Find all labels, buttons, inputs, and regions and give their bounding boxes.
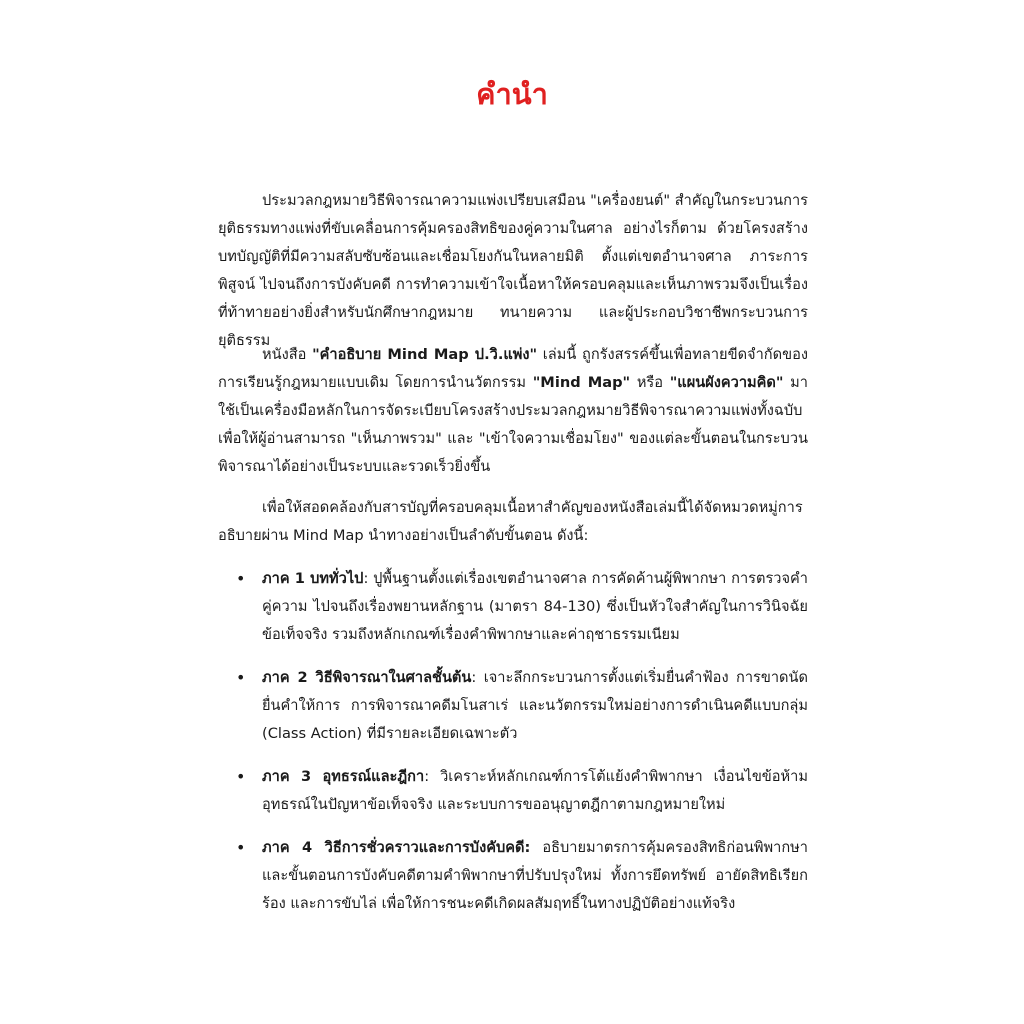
part-heading: ภาค 1 บททั่วไป bbox=[262, 570, 364, 587]
part-description: : ปูพื้นฐานตั้งแต่เรื่องเขตอำนาจศาล การคัดค้านผู้พิพากษา การตรวจคำคู่ความ ไปจนถึงเรื่องพยานหลักฐาน (มาตรา 84-130) ซึ่งเป็นหัวใจสำคัญในการวินิจฉัยข้อเท็จจริง รวมถึงหลักเกณฑ์เรื่องคำพิพากษาและค่าฤชาธรรมเนียม bbox=[262, 570, 808, 643]
part-heading: ภาค 3 อุทธรณ์และฎีกา bbox=[262, 768, 425, 785]
bullet-icon: • bbox=[236, 569, 246, 588]
structure-intro-paragraph bbox=[218, 494, 808, 550]
part-description: : เจาะลึกกระบวนการตั้งแต่เริ่มยื่นคำฟ้อง การขาดนัดยื่นคำให้การ การพิจารณาคดีมโนสาเร่ และนวัตกรรมใหม่อย่างการดำเนินคดีแบบกลุ่ม (Class Action) ที่มีรายละเอียดเฉพาะตัว bbox=[262, 669, 808, 742]
structure-intro-text: เพื่อให้สอดคล้องกับสารบัญที่ครอบคลุมเนื้อหาสำคัญของหนังสือเล่มนี้ได้จัดหมวดหมู่การอธิบายผ่าน Mind Map นำทางอย่างเป็นลำดับขั้นตอน ดังนี้: bbox=[218, 499, 803, 544]
paragraph-text: หรือ bbox=[630, 374, 670, 391]
mind-map-emphasis: "Mind Map" bbox=[532, 374, 631, 391]
bullet-icon: • bbox=[236, 767, 246, 786]
part-description: : วิเคราะห์หลักเกณฑ์การโต้แย้งคำพิพากษา เงื่อนไขข้อห้ามอุทธรณ์ในปัญหาข้อเท็จจริง และระบบการขออนุญาตฎีกาตามกฎหมายใหม่ bbox=[262, 768, 808, 813]
page-title: คำนำ bbox=[476, 77, 548, 111]
part-heading: ภาค 2 วิธีพิจารณาในศาลชั้นต้น bbox=[262, 669, 472, 686]
paragraph-text: เล่มนี้ ถูกรังสรรค์ขึ้นเพื่อทลายขีดจำกัดของการเรียนรู้กฎหมายแบบเดิม โดยการนำนวัตกรรม bbox=[218, 346, 808, 391]
book-description-paragraph bbox=[218, 341, 808, 481]
parts-list bbox=[218, 565, 808, 933]
bullet-icon: • bbox=[236, 838, 246, 857]
list-item bbox=[218, 565, 808, 649]
list-item bbox=[218, 834, 808, 918]
paragraph-text: มาใช้เป็นเครื่องมือหลักในการจัดระเบียบโครงสร้างประมวลกฎหมายวิธีพิจารณาความแพ่งทั้งฉบับ เพื่อให้ผู้อ่านสามารถ "เห็นภาพรวม" และ "เข้าใจความเชื่อมโยง" ของแต่ละขั้นตอนในกระบวนพิจารณาได้อย่างเป็นระบบและรวดเร็วยิ่งขึ้น bbox=[218, 374, 808, 475]
part-heading: ภาค 4 วิธีการชั่วคราวและการบังคับคดี: bbox=[262, 839, 531, 856]
list-item bbox=[218, 664, 808, 748]
part-description: อธิบายมาตรการคุ้มครองสิทธิก่อนพิพากษาและขั้นตอนการบังคับคดีตามคำพิพากษาที่ปรับปรุงใหม่ ทั้งการยึดทรัพย์ อายัดสิทธิเรียกร้อง และการขับไล่ เพื่อให้การชนะคดีเกิดผลสัมฤทธิ์ในทางปฏิบัติอย่างแท้จริง bbox=[262, 839, 808, 912]
concept-map-emphasis: "แผนผังความคิด" bbox=[669, 374, 784, 391]
intro-paragraph-text: ประมวลกฎหมายวิธีพิจารณาความแพ่งเปรียบเสมือน "เครื่องยนต์" สำคัญในกระบวนการยุติธรรมทางแพ่งที่ขับเคลื่อนการคุ้มครองสิทธิของคู่ความในศาล อย่างไรก็ตาม ด้วยโครงสร้างบทบัญญัติที่มีความสลับซับซ้อนและเชื่อมโยงกันในหลายมิติ ตั้งแต่เขตอำนาจศาล ภาระการพิสูจน์ ไปจนถึงการบังคับคดี การทำความเข้าใจเนื้อหาให้ครอบคลุมและเห็นภาพรวมจึงเป็นเรื่องที่ท้าทายอย่างยิ่งสำหรับนักศึกษากฎหมาย ทนายความ และผู้ประกอบวิชาชีพกระบวนการยุติธรรม bbox=[218, 192, 808, 349]
paragraph-text: หนังสือ bbox=[262, 346, 313, 363]
bullet-icon: • bbox=[236, 668, 246, 687]
intro-paragraph bbox=[218, 187, 808, 355]
list-item bbox=[218, 763, 808, 819]
book-title-emphasis: "คำอธิบาย Mind Map ป.วิ.แพ่ง" bbox=[312, 346, 538, 363]
